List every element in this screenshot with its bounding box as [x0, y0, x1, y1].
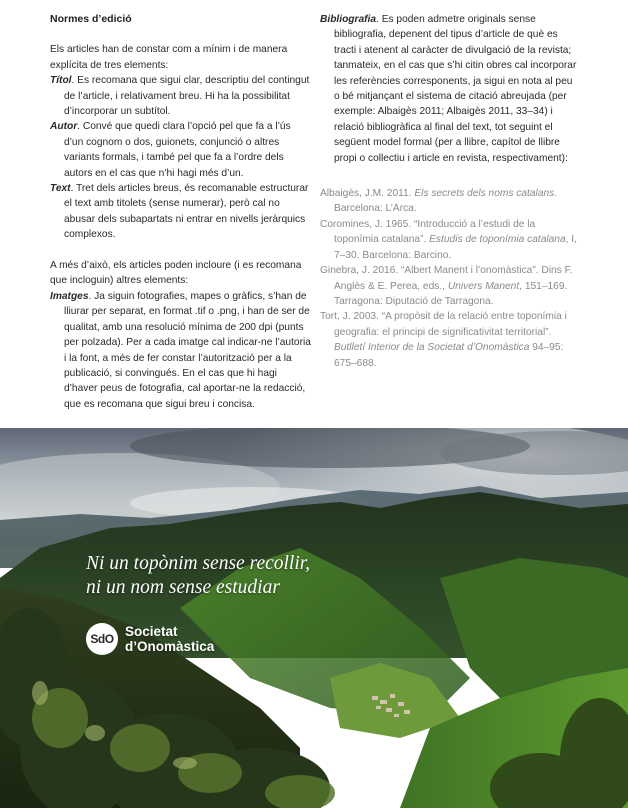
reference-author: Albaigès, J.M. 2011. [320, 188, 415, 200]
bibliography-text: . Es poden admetre originals sense bibliografia, depenent del tipus d’article de què es tracti i atenent al caràcter de divulgació de la revista; tanmateix, en el cas que s’hi citin obres cal incorporar les referències corresponents, ja sigui en nota al peu o bé mitjançant el sistema de citació abreujada (per exemple: Albaigès 2011; Albaigès 2011, 33–34) i relació bibliogràfica al final del text, tot seguint el següent model formal (per a llibre, capítol de llibre propi o collectiu i article en revista, respectivament): [334, 14, 577, 164]
spacer [50, 243, 312, 258]
definition-autor [50, 119, 312, 181]
term-text: Text [50, 183, 71, 195]
definition-text: . Ja siguin fotografies, mapes o gràfics, s’han de lliurar per separat, en format .tif o .png, i han de ser de qualitat, amb una resolució mínima de 200 dpi (punts per polzada). Per a cada imatge cal indicar-ne l’autoria i la font, a més de fer constar l’autorització per a la publicació, si convingués. En el cas que hi hagi d’haver peus de fotografia, cal aportar-ne la redacció, que es recomana que sigui breu i concisa. [64, 290, 311, 410]
definition-imatges [50, 289, 312, 412]
left-column [50, 12, 312, 412]
logo-line: d’Onomàstica [125, 639, 215, 654]
society-logo [86, 623, 214, 655]
term-autor: Autor [50, 121, 78, 133]
definition-text: . Convé que quedi clara l’opció pel que fa a l’ús d’un cognom o dos, guionets, conjunció o altres variants formals, i també pel que fa a l’ordre dels autors en el cas que n’hi hagi més d’un. [64, 121, 291, 179]
definition-text: . Tret dels articles breus, és recomanable estructurar el text amb titolets (sense numerar), però cal no abusar dels subapartats ni entrar en nivells jeràrquics complexos. [64, 183, 309, 241]
reference-details: . Barcelona: L’Arca. [334, 188, 558, 215]
logo-line: Societat [125, 624, 178, 639]
reference-title: Estudis de toponímia catalana [429, 234, 566, 246]
slogan-line: ni un nom sense estudiar [86, 577, 280, 598]
reference-details: , 151–169. Tarragona: Diputació de Tarragona. [334, 280, 568, 307]
section-title: Normes d’edició [50, 13, 132, 25]
bibliography-paragraph [320, 12, 579, 166]
reference-item [320, 217, 579, 263]
reference-item [320, 263, 579, 309]
logo-mark: SdO [86, 623, 118, 655]
reference-item [320, 186, 579, 217]
intro-paragraph-2: A més d’això, els articles poden incloure (i es recomana que incloguin) altres elements: [50, 260, 302, 287]
intro-paragraph: Els articles han de constar com a mínim i de manera explícita de tres elements: [50, 44, 288, 71]
reference-title: Els secrets dels noms catalans [414, 188, 555, 200]
logo-text [125, 624, 214, 654]
slogan [86, 552, 310, 600]
definition-text: . Es recomana que sigui clar, descriptiu del contingut de l’article, i relativament breu. Hi ha la possibilitat d’incorporar un subtítol. [64, 75, 310, 118]
term-imatges: Imatges [50, 290, 89, 302]
reference-title: Univers Manent [447, 280, 520, 292]
reference-author: Coromines, J. 1965. “Introducció a l’estudi de la toponímia catalana”. [320, 218, 536, 246]
definition-text-item [50, 181, 312, 243]
reference-title: Butlletí Interior de la Societat d’Onomàstica [334, 342, 530, 354]
term-bibliografia: Bibliografia [320, 14, 377, 25]
term-titol: Títol [50, 75, 72, 87]
reference-author: Tort, J. 2003. “A propòsit de la relació entre toponímia i geografia: el principi de significativitat territorial”. [320, 311, 567, 338]
reference-item [320, 309, 579, 371]
right-column [320, 12, 579, 371]
slogan-line: Ni un topònim sense recollir, [86, 553, 311, 574]
reference-author: Ginebra, J. 2016. “Albert Manent i l’onomàstica”. Dins F. Anglès & E. Perea, eds., [320, 265, 573, 292]
reference-details: , I, 7–30. Barcelona: Barcino. [334, 234, 577, 261]
definition-titol [50, 73, 312, 119]
landscape-photo [0, 428, 628, 808]
reference-details: 94–95: 675–688. [334, 342, 564, 369]
